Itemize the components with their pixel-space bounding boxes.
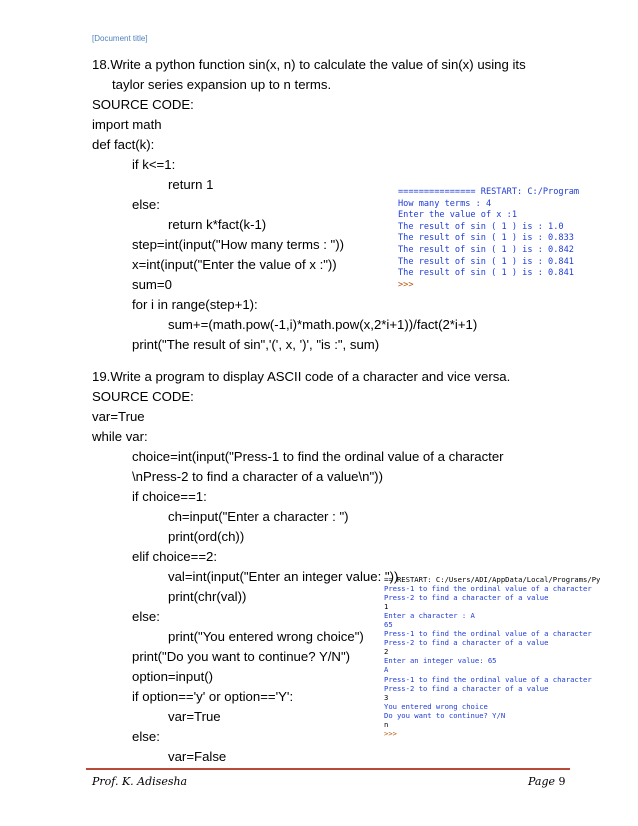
console-line: The result of sin ( 1 ) is : 0.833: [398, 233, 574, 244]
code-line: var=True: [168, 709, 221, 724]
console-input: 2: [384, 647, 389, 657]
code-line: \nPress-2 to find a character of a value\n")): [132, 469, 383, 484]
q18-source-label: SOURCE CODE:: [92, 97, 194, 112]
console-line: 65: [384, 620, 393, 630]
console-line: The result of sin ( 1 ) is : 0.841: [398, 268, 574, 279]
code-line: print("Do you want to continue? Y/N"): [132, 649, 351, 664]
code-line: else:: [132, 729, 160, 744]
code-line: elif choice==2:: [132, 549, 218, 564]
code-line: while var:: [92, 429, 148, 444]
code-line: print(ord(ch)): [168, 529, 245, 544]
console-line: Press-1 to find the ordinal value of a character: [384, 629, 592, 639]
code-line: def fact(k):: [92, 137, 155, 152]
console-prompt: >>>: [384, 728, 397, 738]
code-line: print(chr(val)): [168, 589, 247, 604]
code-line: print("The result of sin",'(', x, ')', "is :", sum): [132, 337, 380, 352]
console-line: Press-2 to find a character of a value: [384, 638, 549, 648]
code-line: x=int(input("Enter the value of x :")): [132, 257, 337, 272]
code-line: if k<=1:: [132, 157, 176, 172]
footer-page: [528, 775, 566, 788]
console-input: n: [384, 719, 389, 729]
document-title: [Document title]: [92, 34, 148, 43]
console-output-q18: [398, 187, 608, 297]
code-line: var=True: [92, 409, 145, 424]
code-line: var=False: [168, 749, 227, 764]
console-line: Do you want to continue? Y/N: [384, 710, 506, 720]
code-line: val=int(input("Enter an integer value: ")): [168, 569, 399, 584]
code-line: option=input(): [132, 669, 214, 684]
console-line: The result of sin ( 1 ) is : 0.841: [398, 256, 574, 267]
code-line: return k*fact(k-1): [168, 217, 267, 232]
footer-author: Prof. K. Adisesha: [92, 775, 188, 788]
console-line: =============== RESTART: C:/Program: [398, 187, 580, 197]
code-line: else:: [132, 197, 160, 212]
code-line: if option=='y' or option=='Y':: [132, 689, 294, 704]
code-line: print("You entered wrong choice"): [168, 629, 364, 644]
console-line: Press-2 to find a character of a value: [384, 593, 549, 603]
console-line: A: [384, 665, 389, 675]
code-line: if choice==1:: [132, 489, 207, 504]
console-input: 3: [384, 692, 389, 702]
console-line: Press-1 to find the ordinal value of a character: [384, 674, 592, 684]
console-line: Enter the value of x :1: [398, 210, 517, 221]
code-line: else:: [132, 609, 160, 624]
console-line: Enter a character : A: [384, 611, 475, 621]
code-line: sum+=(math.pow(-1,i)*math.pow(x,2*i+1))/fact(2*i+1): [168, 317, 478, 332]
code-line: for i in range(step+1):: [132, 297, 258, 312]
q19-source-label: SOURCE CODE:: [92, 389, 194, 404]
page-label: Page: [528, 775, 556, 788]
console-output-q19: [384, 575, 624, 751]
console-line: The result of sin ( 1 ) is : 1.0: [398, 221, 564, 232]
console-line: How many terms : 4: [398, 198, 492, 209]
footer-divider: [86, 768, 570, 770]
code-line: ch=input("Enter a character : "): [168, 509, 349, 524]
console-line: == RESTART: C:/Users/ADI/AppData/Local/Programs/Py: [384, 575, 601, 584]
page-number: 9: [558, 775, 566, 788]
q18-heading-cont: taylor series expansion up to n terms.: [112, 77, 332, 92]
code-line: return 1: [168, 177, 214, 192]
code-line: choice=int(input("Press-1 to find the ordinal value of a character: [132, 449, 504, 464]
console-line: Press-1 to find the ordinal value of a character: [384, 584, 592, 594]
console-line: Enter an integer value: 65: [384, 656, 497, 666]
console-line: The result of sin ( 1 ) is : 0.842: [398, 244, 574, 255]
console-prompt: >>>: [398, 279, 414, 290]
code-line: sum=0: [132, 277, 172, 292]
q18-heading: 18.Write a python function sin(x, n) to calculate the value of sin(x) using its: [92, 57, 526, 72]
console-line: Press-2 to find a character of a value: [384, 683, 549, 693]
q19-heading: 19.Write a program to display ASCII code of a character and vice versa.: [92, 369, 511, 384]
console-input: 1: [384, 602, 389, 612]
code-line: step=int(input("How many terms : ")): [132, 237, 344, 252]
code-line: import math: [92, 117, 162, 132]
console-line: You entered wrong choice: [384, 701, 488, 711]
